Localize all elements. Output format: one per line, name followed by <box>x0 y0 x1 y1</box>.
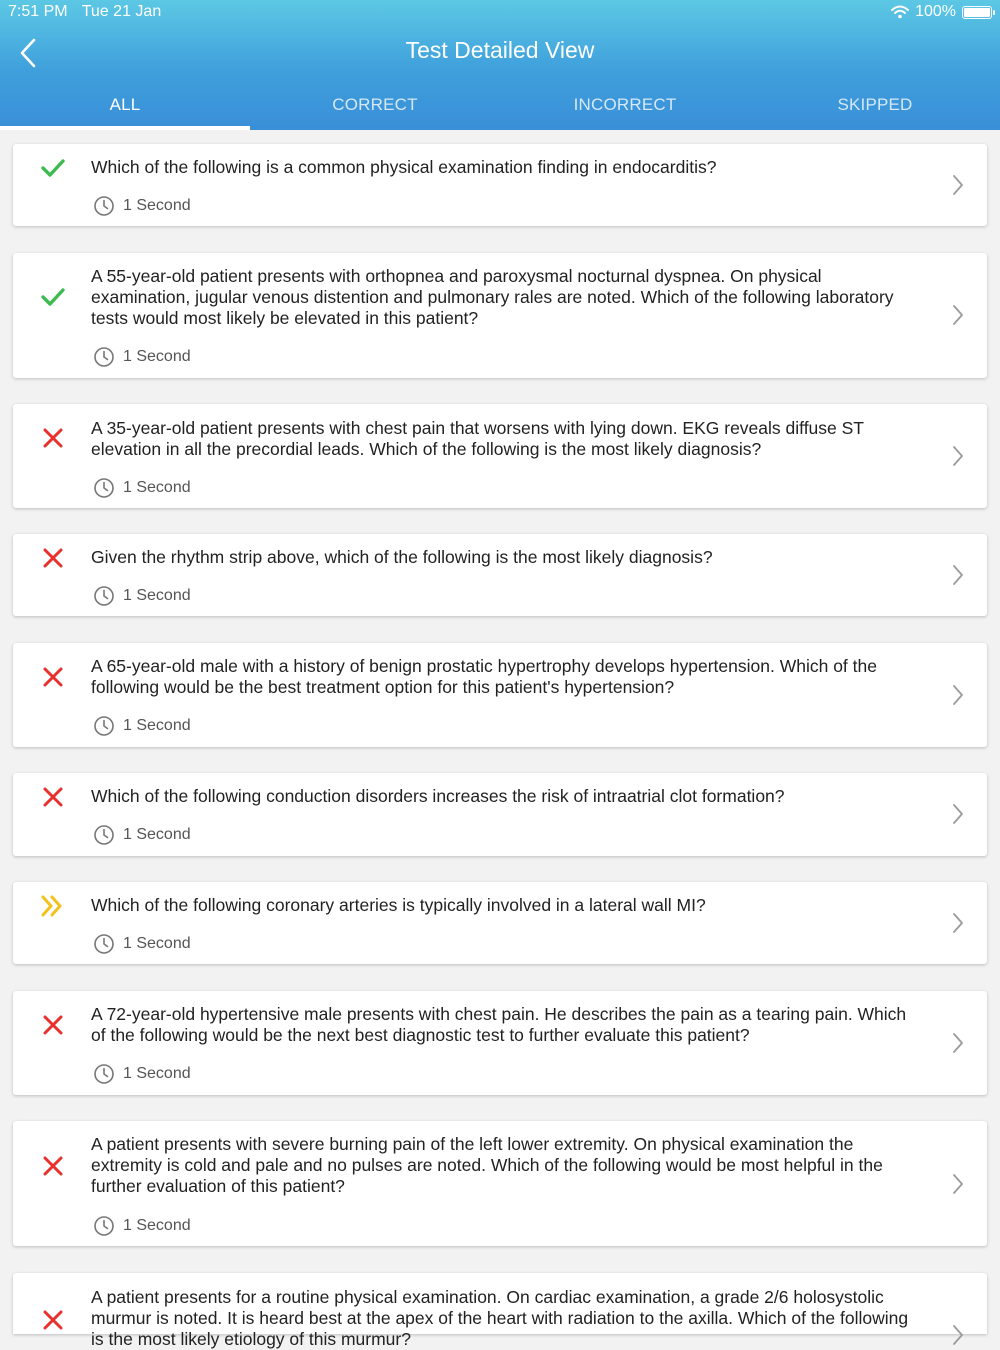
time-taken <box>93 585 191 607</box>
chevron-right-icon <box>951 563 965 587</box>
clock-icon <box>93 585 115 607</box>
cross-icon <box>39 783 67 811</box>
cross-icon <box>39 1011 67 1039</box>
clock-icon <box>93 933 115 955</box>
chevron-right-icon <box>951 303 965 327</box>
clock-icon <box>93 824 115 846</box>
question-text: Which of the following coronary arteries is typically involved in a lateral wall MI? <box>91 895 706 915</box>
time-label: 1 Second <box>123 348 191 365</box>
question-text: A 65-year-old male with a history of benign prostatic hypertrophy develops hypertension. Which of the following would be the best treatment option for this patient's hypertension? <box>91 656 877 697</box>
clock-icon <box>93 715 115 737</box>
question-text: Given the rhythm strip above, which of the following is the most likely diagnosis? <box>91 547 713 567</box>
clock-icon <box>93 1215 115 1237</box>
page-title: Test Detailed View <box>405 37 595 63</box>
chevron-right-icon <box>951 683 965 707</box>
time-taken <box>93 1215 191 1237</box>
checkmark-icon <box>39 154 67 182</box>
chevron-right-icon <box>951 173 965 197</box>
chevron-right-icon <box>951 1172 965 1196</box>
status-bar-right <box>891 3 992 21</box>
time-label: 1 Second <box>123 1065 191 1082</box>
tab-correct[interactable]: CORRECT <box>332 95 418 114</box>
time-taken <box>93 933 191 955</box>
question-card[interactable] <box>13 144 987 226</box>
checkmark-icon <box>39 283 67 311</box>
time-taken <box>93 195 191 217</box>
battery-percentage: 100% <box>915 3 956 20</box>
tab-incorrect[interactable]: INCORRECT <box>573 95 677 114</box>
question-card[interactable] <box>13 1273 987 1349</box>
question-card[interactable] <box>13 882 987 964</box>
time-label: 1 Second <box>123 935 191 952</box>
clock-icon <box>93 1063 115 1085</box>
cross-icon <box>39 663 67 691</box>
skip-icon <box>39 892 67 920</box>
clock-icon <box>93 195 115 217</box>
battery-icon <box>962 6 992 19</box>
time-label: 1 Second <box>123 717 191 734</box>
question-text: A 35-year-old patient presents with chest pain that worsens with lying down. EKG reveals diffuse ST elevation in all the precordial leads. Which of the following is the most likely diagnosis? <box>91 418 864 459</box>
chevron-right-icon <box>951 1031 965 1055</box>
cross-icon <box>39 544 67 572</box>
question-text: A patient presents for a routine physical examination. On cardiac examination, a grade 2/6 holosystolic murmur is noted. It is heard best at the apex of the heart with radiation to the axilla. Which of the following is the most likely etiology of this murmur? <box>91 1287 909 1349</box>
time-label: 1 Second <box>123 197 191 214</box>
question-card[interactable] <box>13 253 987 378</box>
time-taken <box>93 715 191 737</box>
cross-icon <box>39 1306 67 1334</box>
time-taken <box>93 346 191 368</box>
time-taken <box>93 477 191 499</box>
time-taken <box>93 824 191 846</box>
wifi-icon <box>891 5 909 19</box>
question-card[interactable] <box>13 534 987 616</box>
question-card[interactable] <box>13 991 987 1095</box>
clock-icon <box>93 477 115 499</box>
chevron-right-icon <box>951 444 965 468</box>
time-label: 1 Second <box>123 826 191 843</box>
time-taken <box>93 1063 191 1085</box>
question-card[interactable] <box>13 773 987 856</box>
cross-icon <box>39 1152 67 1180</box>
time-label: 1 Second <box>123 587 191 604</box>
question-card[interactable] <box>13 643 987 747</box>
app-header <box>0 0 1000 130</box>
tab-skipped[interactable]: SKIPPED <box>837 95 913 114</box>
tab-all[interactable]: ALL <box>0 84 250 130</box>
question-card[interactable] <box>13 1121 987 1246</box>
status-bar-left <box>8 3 171 21</box>
time-label: 1 Second <box>123 479 191 496</box>
status-time: 7:51 PM <box>8 3 68 20</box>
chevron-right-icon <box>951 802 965 826</box>
question-text: A 72-year-old hypertensive male presents with chest pain. He describes the pain as a tearing pain. Which of the following would be the next best diagnostic test to further evaluate this patient? <box>91 1004 907 1045</box>
question-text: Which of the following is a common physical examination finding in endocarditis? <box>91 157 717 177</box>
chevron-right-icon <box>951 911 965 935</box>
time-label: 1 Second <box>123 1217 191 1234</box>
question-text: Which of the following conduction disorders increases the risk of intraatrial clot formation? <box>91 786 785 806</box>
question-text: A 55-year-old patient presents with orthopnea and paroxysmal nocturnal dyspnea. On physical examination, jugular venous distention and pulmonary rales are noted. Which of the following laboratory tests would most likely be elevated in this patient? <box>91 266 894 328</box>
question-text: A patient presents with severe burning pain of the left lower extremity. On physical examination the extremity is cold and pale and no pulses are noted. Which of the following would be most helpful in the further evaluation of this patient? <box>91 1134 883 1196</box>
question-card[interactable] <box>13 404 987 508</box>
chevron-right-icon <box>951 1323 965 1347</box>
status-date: Tue 21 Jan <box>81 3 162 20</box>
cross-icon <box>39 424 67 452</box>
clock-icon <box>93 346 115 368</box>
filter-tabs <box>0 84 1000 130</box>
